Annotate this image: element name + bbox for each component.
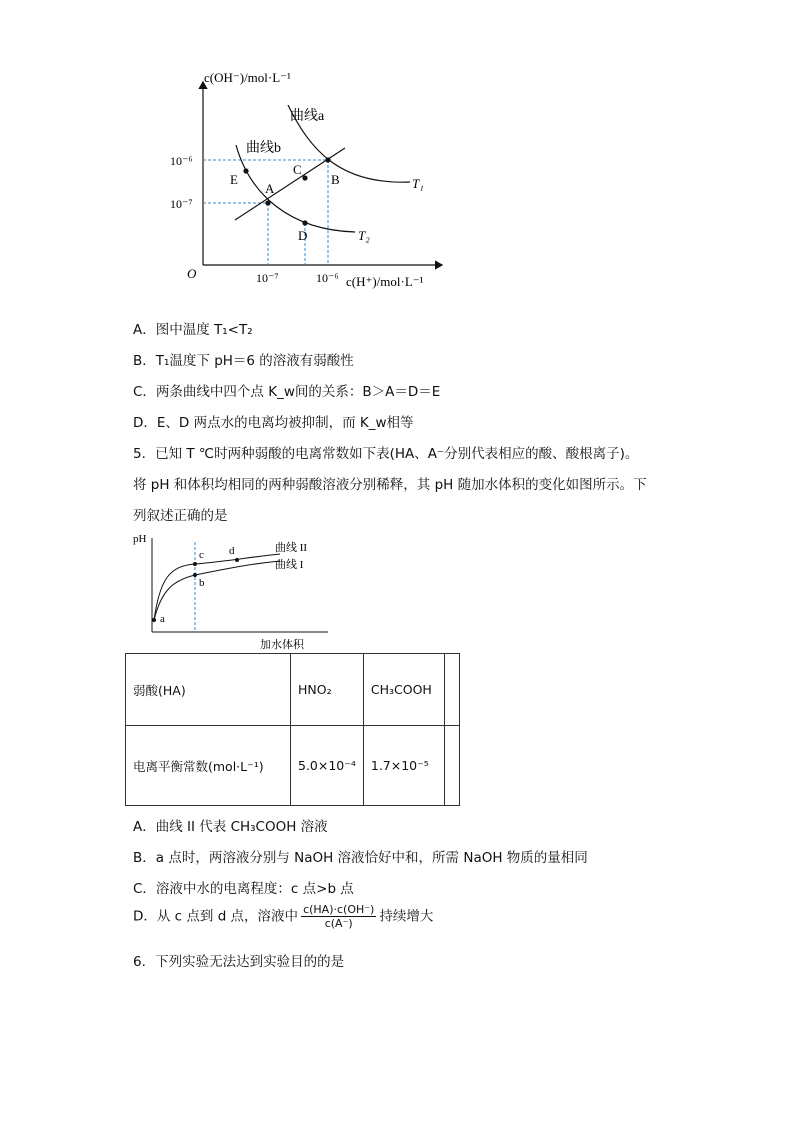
ph-dilution-figure — [130, 528, 340, 653]
fraction-denominator: c(A⁻) — [324, 917, 353, 930]
q5-option-c: C．溶液中水的电离程度：c 点>b 点 — [133, 881, 354, 897]
q5-option-b: B．a 点时，两溶液分别与 NaOH 溶液恰好中和，所需 NaOH 物质的量相同 — [133, 850, 588, 866]
table-row — [126, 654, 460, 726]
q5-option-a: A．曲线 II 代表 CH₃COOH 溶液 — [133, 819, 328, 835]
label-d: d — [229, 545, 235, 557]
q4-option-d: D．E、D 两点水的电离均被抑制，而 K_w相等 — [133, 415, 414, 431]
fig2-x-label: 加水体积 — [260, 639, 304, 651]
y-axis-label: c(OH⁻)/mol·L⁻¹ — [204, 70, 291, 85]
y-tick-1e-6: 10⁻⁶ — [170, 154, 193, 168]
q6-stem: 6．下列实验无法达到实验目的的是 — [133, 954, 345, 970]
point-d — [235, 558, 239, 562]
curve-II-line — [154, 554, 280, 620]
t1-label: T₁ — [412, 176, 424, 191]
q5-line-2: 将 pH 和体积均相同的两种弱酸溶液分别稀释，其 pH 随加水体积的变化如图所示。下 — [133, 477, 647, 493]
q5-line-1: 5．已知 T ℃时两种弱酸的电离常数如下表(HA、A⁻分别代表相应的酸、酸根离子)。 — [133, 446, 639, 462]
point-b — [193, 573, 197, 577]
label-C: C — [293, 162, 302, 177]
table-cell: 弱酸(HA) — [126, 654, 291, 726]
curve-I-line — [154, 561, 280, 620]
point-A — [265, 200, 270, 205]
curve-II-label: 曲线 II — [275, 542, 308, 554]
q5-line-3: 列叙述正确的是 — [133, 508, 228, 524]
fraction — [301, 903, 376, 930]
label-a: a — [160, 613, 165, 625]
point-C — [302, 175, 307, 180]
y-tick-1e-7: 10⁻⁷ — [170, 197, 193, 211]
x-axis-label: c(H⁺)/mol·L⁻¹ — [346, 274, 424, 289]
point-c — [193, 562, 197, 566]
fig2-y-label: pH — [133, 533, 147, 545]
label-E: E — [230, 172, 238, 187]
table-cell: 电离平衡常数(mol·L⁻¹) — [126, 726, 291, 806]
table-cell — [444, 654, 459, 726]
label-A: A — [265, 181, 275, 196]
q5-option-d-prefix: D．从 c 点到 d 点，溶液中 — [133, 908, 299, 925]
q5-option-d — [133, 903, 433, 930]
point-E — [243, 168, 248, 173]
point-D — [302, 220, 307, 225]
point-B — [325, 157, 330, 162]
x-tick-1e-7: 10⁻⁷ — [256, 271, 279, 285]
label-b: b — [199, 577, 205, 589]
table-row — [126, 726, 460, 806]
q4-option-c: C．两条曲线中四个点 K_w间的关系：B＞A＝D＝E — [133, 384, 441, 400]
table-cell: HNO₂ — [291, 654, 364, 726]
table-cell: 5.0×10⁻⁴ — [291, 726, 364, 806]
kw-figure — [170, 60, 460, 300]
label-D: D — [298, 228, 308, 243]
q4-option-a: A．图中温度 T₁<T₂ — [133, 322, 253, 338]
curve-a-label: 曲线a — [290, 109, 325, 124]
curve-I-label: 曲线 I — [275, 559, 304, 571]
curve-b-label: 曲线b — [246, 141, 281, 156]
point-a — [152, 618, 156, 622]
table-cell: 1.7×10⁻⁵ — [363, 726, 444, 806]
q4-option-b: B．T₁温度下 pH＝6 的溶液有弱酸性 — [133, 353, 354, 369]
q5-option-d-suffix: 持续增大 — [379, 908, 434, 925]
ionization-constant-table — [125, 653, 460, 806]
origin-label: O — [187, 266, 197, 281]
curve-b-line — [236, 145, 355, 232]
table-cell: CH₃COOH — [363, 654, 444, 726]
label-B: B — [331, 172, 340, 187]
x-tick-1e-6: 10⁻⁶ — [316, 271, 339, 285]
table-cell — [444, 726, 459, 806]
t2-label: T₂ — [358, 228, 370, 243]
label-c: c — [199, 549, 204, 561]
fraction-numerator: c(HA)·c(OH⁻) — [303, 903, 375, 916]
